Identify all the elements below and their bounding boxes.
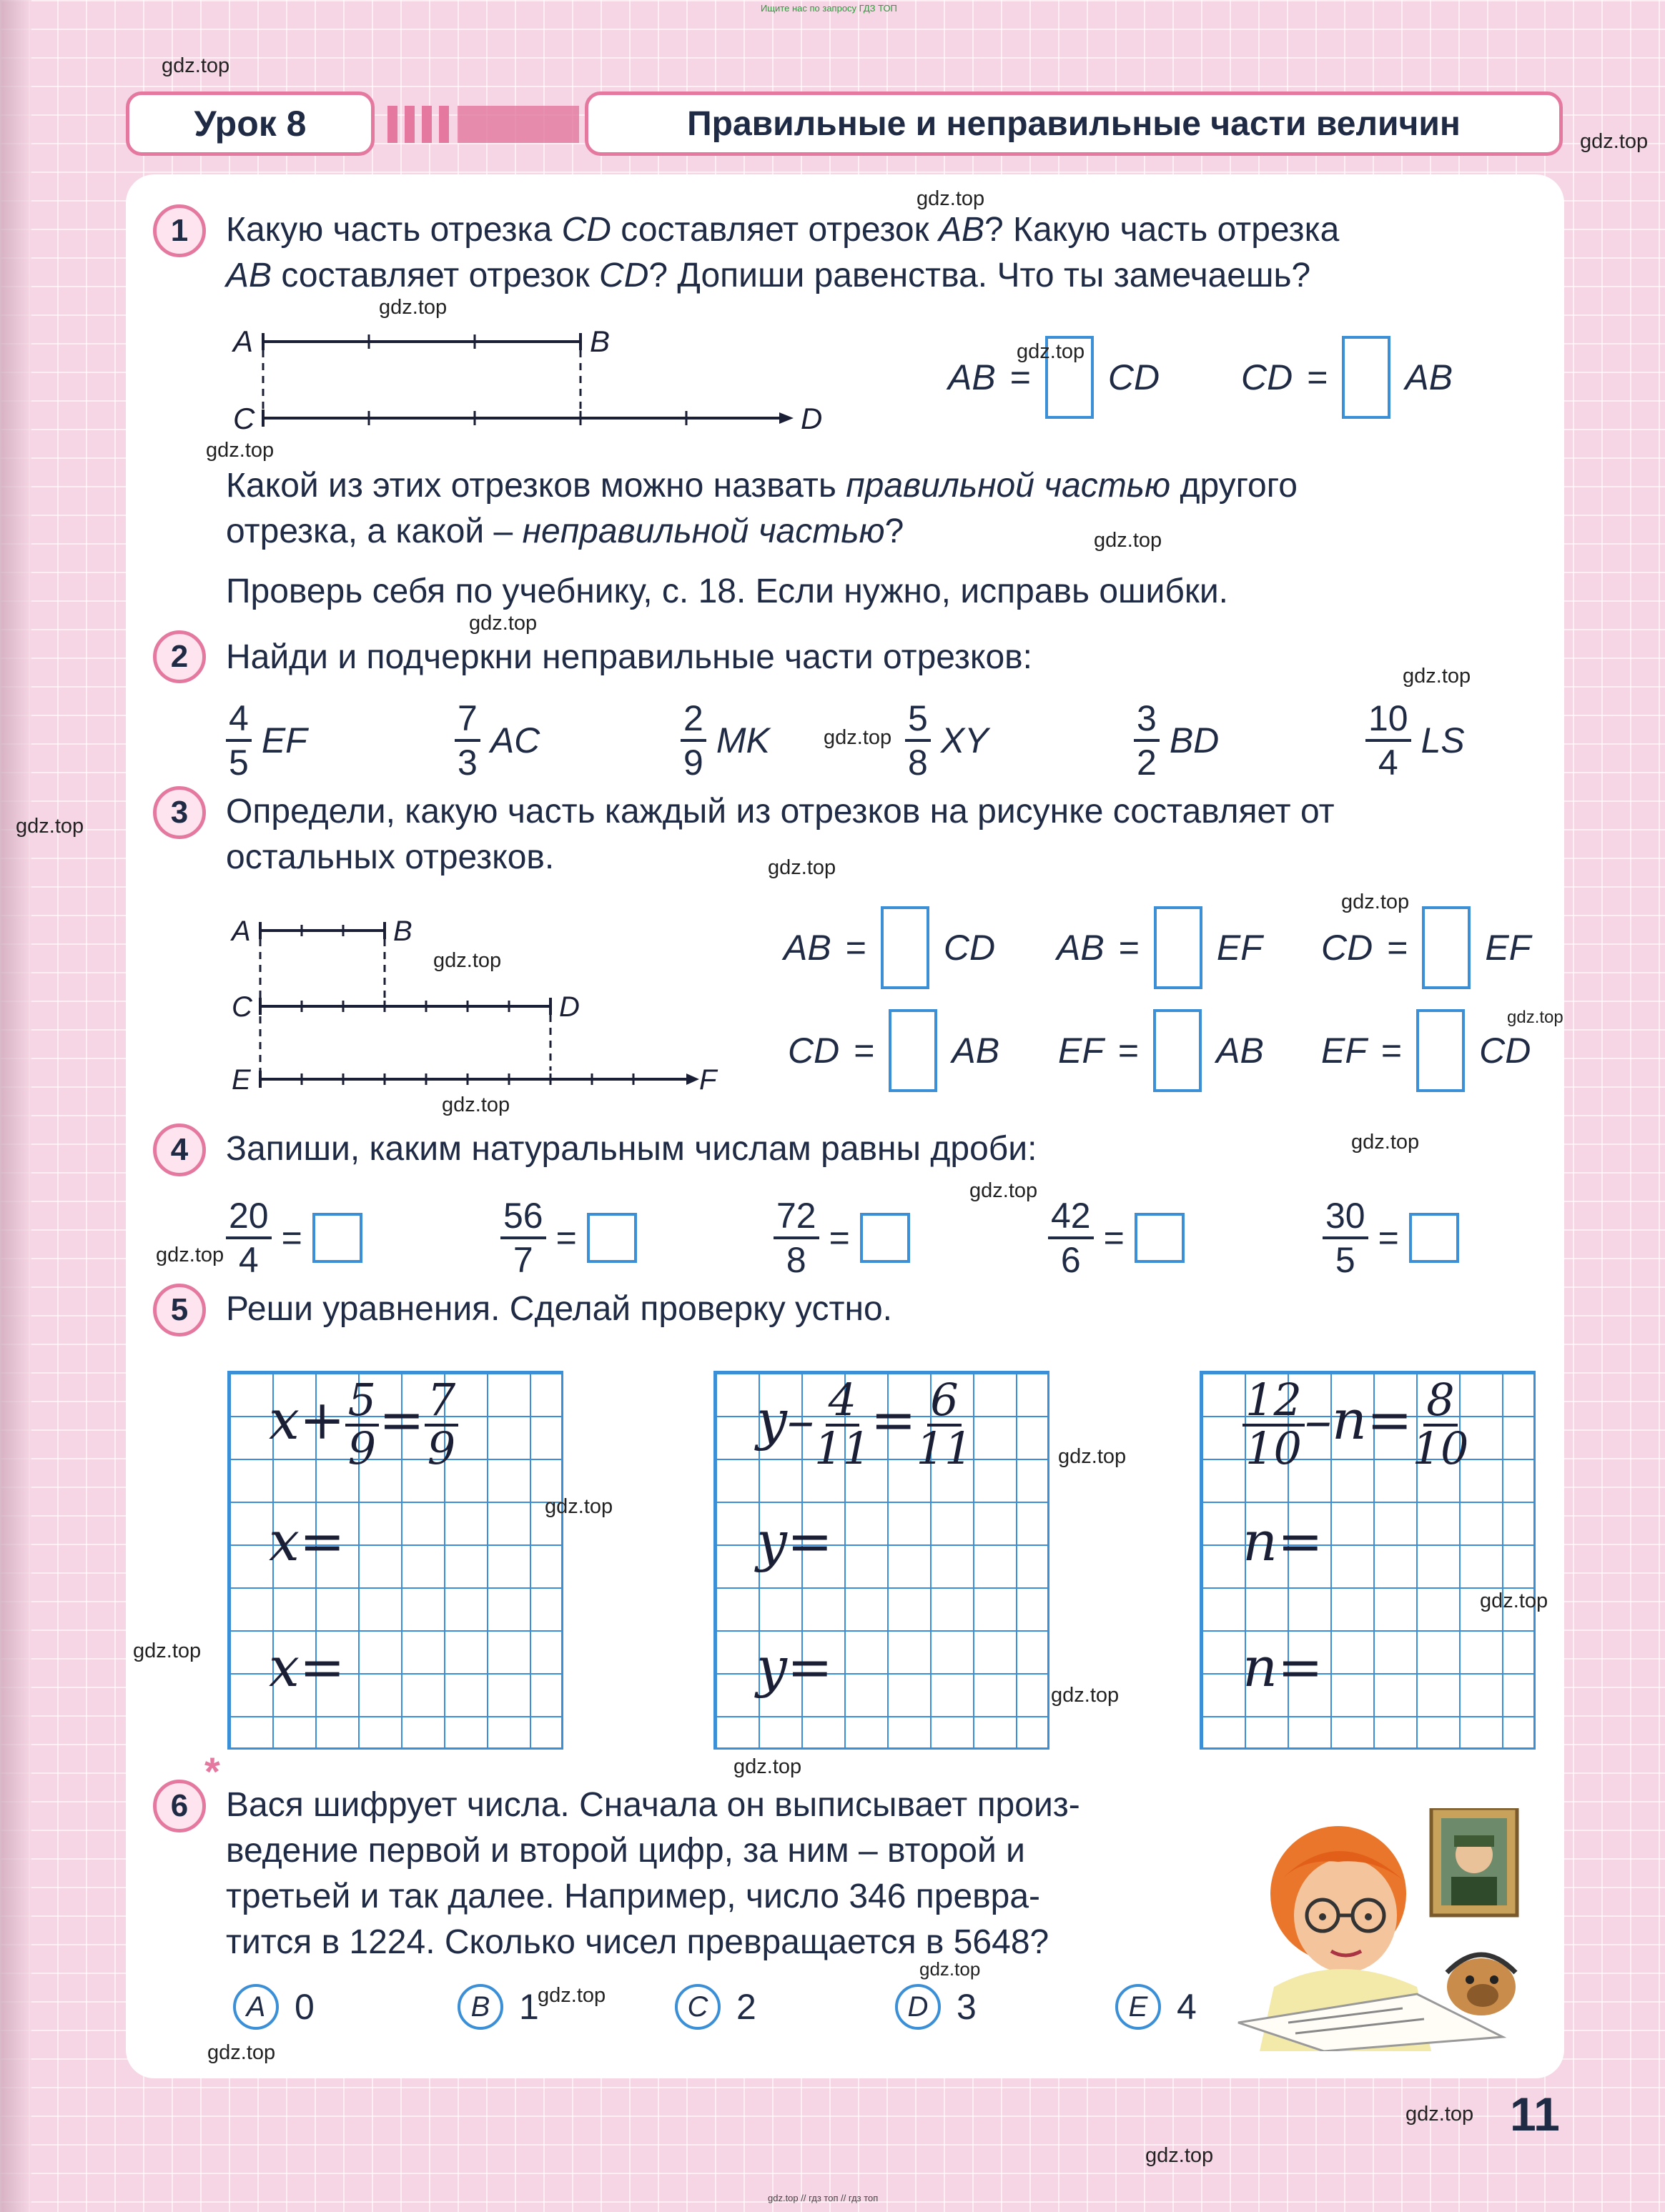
option-b[interactable]: B 1 xyxy=(458,1984,539,2030)
task5-text: Реши уравнения. Сделай проверку устно. xyxy=(226,1290,893,1328)
deco-stripe-block xyxy=(458,106,579,143)
watermark: gdz.top xyxy=(538,1984,606,2007)
option-a[interactable]: A 0 xyxy=(233,1984,315,2030)
answer-box[interactable] xyxy=(1416,1009,1465,1092)
answer-box[interactable] xyxy=(889,1009,937,1092)
point-label-d: D xyxy=(559,991,580,1023)
task-number-4: 4 xyxy=(153,1124,206,1176)
watermark: gdz.top xyxy=(1507,1008,1563,1027)
task4-item-20-4: $\frac{20}{4}$ = xyxy=(226,1198,362,1278)
solution-line-y-1: y= xyxy=(756,1509,833,1573)
task2-item-mk[interactable]: 2 9 MK xyxy=(681,700,770,780)
task4-item-56-7: $\frac{56}{7}$ = xyxy=(500,1198,637,1278)
answer-box[interactable] xyxy=(881,906,929,989)
lesson-label: Урок 8 xyxy=(126,91,375,156)
answer-box[interactable] xyxy=(860,1213,910,1263)
task1-equation-2: CD = AB xyxy=(1241,336,1453,419)
option-e[interactable]: E 4 xyxy=(1115,1984,1197,2030)
answer-box[interactable] xyxy=(1153,1009,1202,1092)
task4-item-72-8: $\frac{72}{8}$ = xyxy=(774,1198,910,1278)
option-letter: E xyxy=(1115,1984,1161,2030)
task-number-5: 5 xyxy=(153,1284,206,1336)
watermark: gdz.top xyxy=(917,187,985,210)
watermark: gdz.top xyxy=(1580,130,1649,153)
bottom-note: gdz.top // гдз топ // гдз топ xyxy=(768,2193,879,2203)
watermark: gdz.top xyxy=(969,1179,1038,1202)
task4-text: Запиши, каким натуральным числам равны дроби: xyxy=(226,1130,1037,1168)
watermark: gdz.top xyxy=(1351,1131,1420,1154)
point-label-f: F xyxy=(699,1064,717,1093)
star-mark: * xyxy=(204,1749,220,1794)
solution-line-n-1: n= xyxy=(1242,1509,1323,1573)
watermark: gdz.top xyxy=(16,815,84,838)
watermark: gdz.top xyxy=(442,1093,510,1116)
task6-text: Вася шифрует числа. Сначала он выписывает произ- ведение первой и второй цифр, за ним – второй и третьей и так далее. Например, число 346 превра- тится в 1224. Сколько чисел превращается в 5648? xyxy=(226,1786,1080,1961)
task2-text: Найди и подчеркни неправильные части отрезков: xyxy=(226,638,1032,676)
answer-box[interactable] xyxy=(1422,906,1471,989)
page-number: 11 xyxy=(1510,2088,1560,2141)
option-c[interactable]: C 2 xyxy=(675,1984,756,2030)
task1-segments-diagram xyxy=(229,314,844,436)
page-binding-shadow xyxy=(0,0,31,2212)
answer-box[interactable] xyxy=(1135,1213,1185,1263)
task1-equation-1: AB = CD xyxy=(948,336,1160,419)
watermark: gdz.top xyxy=(133,1640,202,1662)
watermark: gdz.top xyxy=(379,296,448,319)
task4-item-42-6: $\frac{42}{6}$ = xyxy=(1048,1198,1185,1278)
boy-illustration xyxy=(1231,1808,1531,2051)
watermark: gdz.top xyxy=(206,439,275,462)
watermark: gdz.top xyxy=(433,949,502,972)
watermark: gdz.top xyxy=(824,726,892,749)
point-label-c: C xyxy=(233,402,255,435)
watermark: gdz.top xyxy=(162,54,230,77)
option-letter: A xyxy=(233,1984,279,2030)
task1-question: Какую часть отрезка CD составляет отрезок AB? Какую часть отрезка AB составляет отрезок CD? Допиши равенства. Что ты замечаешь? xyxy=(226,211,1340,294)
answer-box[interactable] xyxy=(1342,336,1390,419)
point-label-c: C xyxy=(232,991,252,1023)
task3-equation-ef-ab: EF = AB xyxy=(1058,1009,1264,1092)
point-label-d: D xyxy=(801,402,823,435)
option-d[interactable]: D 3 xyxy=(895,1984,977,2030)
deco-stripe xyxy=(439,106,449,143)
point-label-a: A xyxy=(232,916,251,947)
top-note: Ищите нас по запросу ГДЗ ТОП xyxy=(761,3,897,14)
solution-line-x-2: x= xyxy=(269,1635,345,1699)
task2-item-ls[interactable]: 10 4 LS xyxy=(1365,700,1465,780)
option-letter: D xyxy=(895,1984,941,2030)
watermark: gdz.top xyxy=(1145,2144,1214,2167)
task3-text: Определи, какую часть каждый из отрезков на рисунке составляет от остальных отрезков. xyxy=(226,793,1335,876)
deco-stripe xyxy=(387,106,397,143)
equation-x: x+ $\frac{5}{9}$ = $\frac{7}{9}$ xyxy=(269,1378,458,1471)
solution-line-y-2: y= xyxy=(756,1635,833,1699)
watermark: gdz.top xyxy=(469,612,538,635)
watermark: gdz.top xyxy=(733,1755,802,1778)
task-number-2: 2 xyxy=(153,630,206,683)
watermark: gdz.top xyxy=(1058,1445,1127,1468)
watermark: gdz.top xyxy=(1403,665,1471,688)
watermark: gdz.top xyxy=(156,1244,224,1266)
lesson-title: Правильные и неправильные части величин xyxy=(585,91,1563,156)
equation-y: y– $\frac{4}{11}$ = $\frac{6}{11}$ xyxy=(756,1374,973,1474)
point-label-b: B xyxy=(590,324,611,358)
point-label-b: B xyxy=(393,916,412,947)
answer-box[interactable] xyxy=(587,1213,637,1263)
task2-item-bd[interactable]: 3 2 BD xyxy=(1134,700,1219,780)
task3-segments-diagram xyxy=(229,908,743,1093)
watermark: gdz.top xyxy=(1341,891,1410,913)
task2-item-ac[interactable]: 7 3 AC xyxy=(455,700,540,780)
deco-stripe xyxy=(405,106,415,143)
task1-paragraph: Какой из этих отрезков можно назвать правильной частью другого отрезка, а какой – неправильной частью? xyxy=(226,467,1298,550)
watermark: gdz.top xyxy=(1405,2103,1474,2126)
solution-line-n-2: n= xyxy=(1242,1635,1323,1699)
task2-item-xy[interactable]: 5 8 XY xyxy=(905,700,989,780)
task-number-6: 6 xyxy=(153,1780,206,1832)
task3-equation-cd-ab: CD = AB xyxy=(788,1009,999,1092)
option-letter: C xyxy=(675,1984,721,2030)
answer-box[interactable] xyxy=(1409,1213,1459,1263)
task3-equation-ef-cd: EF = CD xyxy=(1321,1009,1531,1092)
watermark: gdz.top xyxy=(1480,1589,1548,1612)
answer-box[interactable] xyxy=(312,1213,362,1263)
solution-line-x-1: x= xyxy=(269,1509,345,1573)
task-number-1: 1 xyxy=(153,204,206,257)
task3-equation-ab-cd: AB = CD xyxy=(784,906,995,989)
watermark: gdz.top xyxy=(919,1958,981,1980)
point-label-a: A xyxy=(233,324,254,358)
watermark: gdz.top xyxy=(768,856,836,879)
task2-item-ef[interactable]: 4 5 EF xyxy=(226,700,307,780)
task3-equation-cd-ef: CD = EF xyxy=(1321,906,1531,989)
task4-item-30-5: $\frac{30}{5}$ = xyxy=(1323,1198,1459,1278)
task3-equation-ab-ef: AB = EF xyxy=(1057,906,1263,989)
point-label-e: E xyxy=(232,1064,251,1093)
option-letter: B xyxy=(458,1984,503,2030)
task1-check-note: Проверь себя по учебнику, с. 18. Если нужно, исправь ошибки. xyxy=(226,572,1229,610)
watermark: gdz.top xyxy=(545,1495,613,1518)
equation-n: $\frac{12}{10}$ –n= $\frac{8}{10}$ xyxy=(1242,1378,1468,1471)
answer-box[interactable] xyxy=(1154,906,1202,989)
watermark: gdz.top xyxy=(1017,340,1085,363)
deco-stripe xyxy=(422,106,432,143)
watermark: gdz.top xyxy=(207,2041,276,2064)
watermark: gdz.top xyxy=(1051,1684,1120,1707)
watermark: gdz.top xyxy=(1094,529,1162,552)
task-number-3: 3 xyxy=(153,786,206,839)
